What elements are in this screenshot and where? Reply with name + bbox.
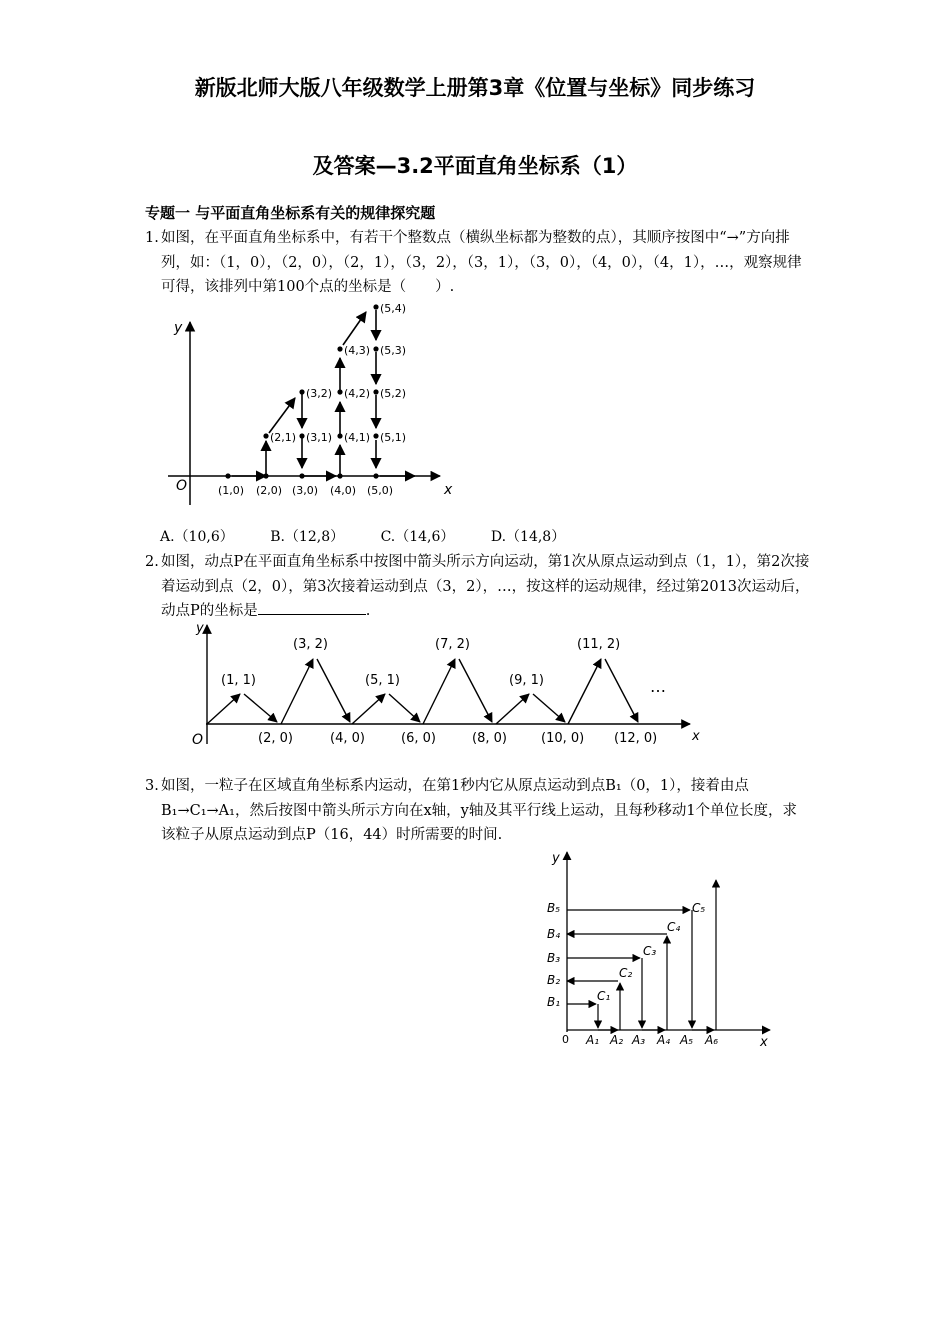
fig3-b-label: B₄ [547, 927, 561, 941]
fig2-axis-y-label: y [196, 621, 204, 636]
title-line-1: 新版北师大版八年级数学上册第3章《位置与坐标》同步练习 [194, 76, 756, 100]
fig2-top-label: (7, 2) [435, 637, 470, 652]
fig3-c-label: C₄ [667, 920, 681, 934]
question-2 [145, 550, 810, 624]
choice-d[interactable]: D.（14,8） [490, 529, 566, 545]
question-1-number: 1. [145, 230, 159, 246]
choice-a[interactable]: A.（10,6） [160, 529, 234, 545]
fig1-point-label: (4,1) [344, 431, 371, 444]
fig1-point-label: (2,1) [270, 431, 297, 444]
fig3-a-label: A₄ [657, 1033, 671, 1047]
fig2-bottom-label: (10, 0) [541, 731, 585, 746]
fig2-top-label: (11, 2) [577, 637, 621, 652]
fig2-bottom-label: (12, 0) [614, 731, 658, 746]
choice-c[interactable]: C.（14,6） [380, 529, 455, 545]
fig3-b-label: B₁ [547, 995, 561, 1009]
fig1-axis-x-label: x [444, 482, 453, 498]
figure-2 [185, 620, 710, 750]
question-2-text-end: . [365, 603, 371, 619]
title-line-2: 及答案—3.2平面直角坐标系（1） [312, 154, 638, 178]
question-3 [145, 774, 810, 848]
question-1-choices [160, 526, 597, 546]
section-heading: 专题一 与平面直角坐标系有关的规律探究题 [145, 204, 436, 222]
fig1-point-label: (5,4) [380, 302, 407, 315]
fig3-a-label: A₂ [610, 1033, 624, 1047]
fig3-axis-y-label: y [552, 851, 560, 866]
fig1-point-label: (4,0) [330, 484, 357, 497]
fig1-point-label: (3,1) [306, 431, 333, 444]
fig2-origin-label: O [192, 732, 204, 748]
fig1-point-label: (2,0) [256, 484, 283, 497]
fig2-axis-x-label: x [692, 729, 700, 744]
fig3-b-label: B₅ [547, 901, 561, 915]
fig3-a-label: A₆ [705, 1033, 719, 1047]
fig3-b-label: B₃ [547, 951, 561, 965]
figure-3 [540, 845, 780, 1050]
fig1-point-label: (5,1) [380, 431, 407, 444]
question-3-text: 如图，一粒子在区域直角坐标系内运动，在第1秒内它从原点运动到点B₁（0，1），接着由点B₁→C₁→A₁，然后按图中箭头所示方向在x轴，y轴及其平行线上运动，且每秒移动1个单位长度，求该粒子从原点运动到点P（16，44）时所需要的时间. [161, 778, 798, 843]
fig2-top-label: (9, 1) [509, 673, 544, 688]
fig3-origin-label: 0 [562, 1033, 569, 1046]
question-1-text: 如图，在平面直角坐标系中，有若干个整数点（横纵坐标都为整数的点），其顺序按图中“→”方向排列，如：（1，0），（2，0），（2，1），（3，2），（3，1），（3，0），（4，0），（4，1），…，观察规律可得，该排列中第100个点的坐标是（ ）. [161, 230, 802, 295]
fig1-point-label: (5,3) [380, 344, 407, 357]
choice-b[interactable]: B.（12,8） [270, 529, 345, 545]
question-3-number: 3. [145, 778, 159, 794]
question-2-number: 2. [145, 554, 159, 570]
fig2-bottom-label: (4, 0) [330, 731, 365, 746]
fig3-a-label: A₃ [632, 1033, 646, 1047]
fig1-point-label: (3,2) [306, 387, 333, 400]
fig1-point-label: (1,0) [218, 484, 245, 497]
fig3-axis-x-label: x [760, 1035, 768, 1050]
fig1-origin-label: O [176, 478, 188, 494]
fig3-c-label: C₅ [692, 901, 706, 915]
fig2-bottom-label: (8, 0) [472, 731, 507, 746]
fig3-c-label: C₁ [597, 989, 611, 1003]
question-2-text [161, 550, 810, 624]
fig1-point-label: (3,0) [292, 484, 319, 497]
fig3-c-label: C₂ [619, 966, 633, 980]
fig2-bottom-label: (6, 0) [401, 731, 436, 746]
fig1-point-label: (5,2) [380, 387, 407, 400]
fig3-b-label: B₂ [547, 973, 561, 987]
fig2-top-label: (5, 1) [365, 673, 400, 688]
fig2-top-label: (3, 2) [293, 637, 328, 652]
question-1 [145, 226, 810, 300]
fig1-point-label: (5,0) [367, 484, 394, 497]
fig2-bottom-label: (2, 0) [258, 731, 293, 746]
fig2-top-label: (1, 1) [221, 673, 256, 688]
answer-blank[interactable] [258, 600, 366, 615]
fig1-point-label: (4,2) [344, 387, 371, 400]
fig3-c-label: C₃ [643, 944, 657, 958]
fig2-ellipsis: … [650, 677, 666, 696]
question-2-text-main: 如图，动点P在平面直角坐标系中按图中箭头所示方向运动，第1次从原点运动到点（1，1），第2次接着运动到点（2，0），第3次接着运动到点（3，2），…，按这样的运动规律，经过第2013次运动后，动点P的坐标是 [161, 554, 810, 619]
fig1-axis-y-label: y [174, 320, 183, 336]
figure-1 [160, 298, 470, 508]
fig3-a-label: A₁ [586, 1033, 600, 1047]
fig3-a-label: A₅ [680, 1033, 694, 1047]
fig1-point-label: (4,3) [344, 344, 371, 357]
